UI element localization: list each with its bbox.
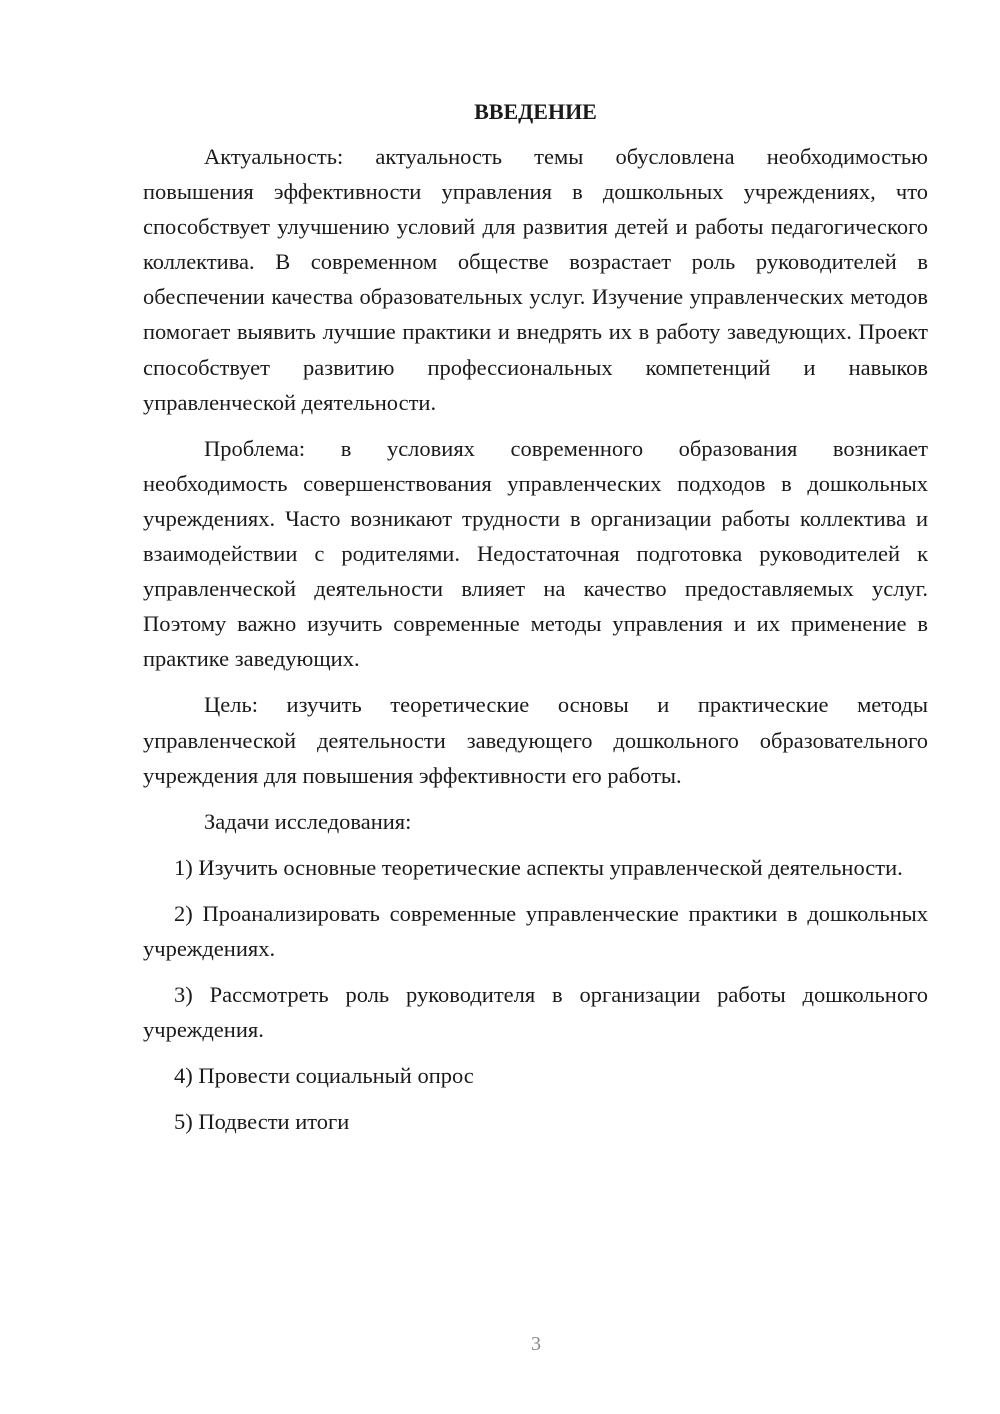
task-item-4: 4) Провести социальный опрос <box>174 1063 474 1089</box>
paragraph-goal: Цель: изучить теоретические основы и практические методы управленческой деятельности заведующего дошкольного образовательного учреждения для повышения эффективности его работы. <box>143 692 928 788</box>
task-item-2: 2) Проанализировать современные управленческие практики в дошкольных учреждениях. <box>143 900 928 961</box>
paragraph-relevance: Актуальность: актуальность темы обусловлена необходимостью повышения эффективности управления в дошкольных учреждениях, что способствует улучшению условий для развития детей и работы педагогического коллектива. В современном обществе возрастает роль руководителей в обеспечении качества образовательных услуг. Изучение управленческих методов помогает выявить лучшие практики и внедрять их в работу заведующих. Проект способствует развитию профессиональных компетенций и навыков управленческой деятельности. <box>143 144 928 415</box>
task-item-5: 5) Подвести итоги <box>174 1109 350 1135</box>
tasks-heading: Задачи исследования: <box>204 808 412 834</box>
section-title: ВВЕДЕНИЕ <box>474 99 597 124</box>
task-item-3: 3) Рассмотреть роль руководителя в организации работы дошкольного учреждения. <box>143 982 928 1043</box>
page-content <box>143 94 928 1150</box>
paragraph-problem: Проблема: в условиях современного образования возникает необходимость совершенствования управленческих подходов в дошкольных учреждениях. Часто возникают трудности в организации работы коллектива и взаимодействии с родителями. Недостаточная подготовка руководителей к управленческой деятельности влияет на качество предоставляемых услуг. Поэтому важно изучить современные методы управления и их применение в практике заведующих. <box>143 435 928 672</box>
page-number: 3 <box>531 1333 541 1355</box>
task-item-1: 1) Изучить основные теоретические аспекты управленческой деятельности. <box>174 854 903 880</box>
